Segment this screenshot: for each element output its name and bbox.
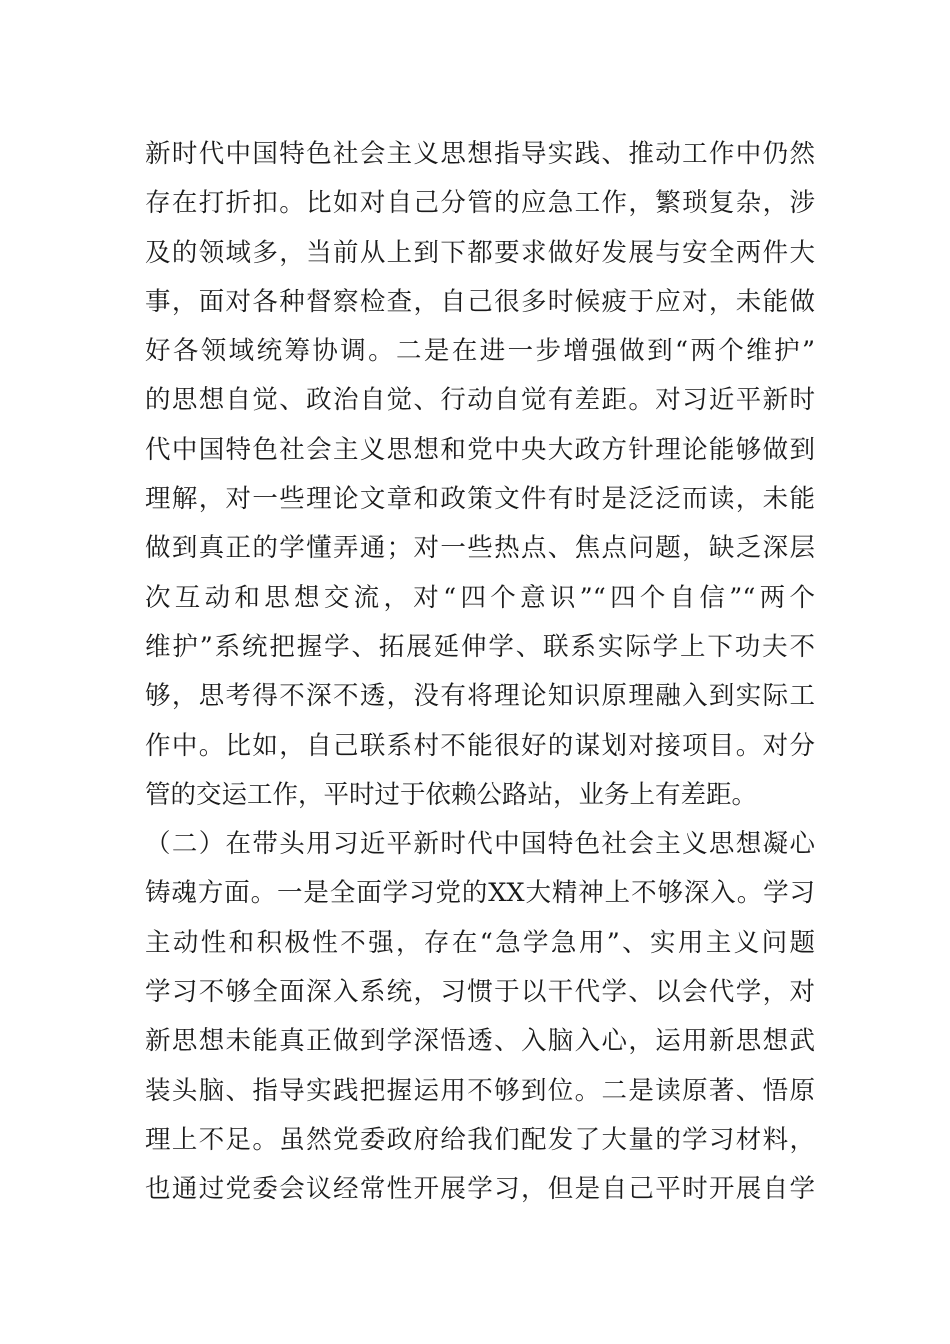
text-line-8: 理解，对一些理论文章和政策文件有时是泛泛而读，未能 [145, 484, 815, 515]
text-line-6: 的思想自觉、政治自觉、行动自觉有差距。对习近平新时 [145, 385, 815, 416]
text-line-22: 也通过党委会议经常性开展学习，但是自己平时开展自学 [145, 1174, 815, 1205]
text-line-11: 维护”系统把握学、拓展延伸学、联系实际学上下功夫不 [145, 631, 815, 662]
text-line-16: 铸魂方面。一是全面学习党的XX大精神上不够深入。学习 [145, 878, 815, 909]
text-line-18: 学习不够全面深入系统，习惯于以干代学、以会代学，对 [145, 977, 815, 1008]
text-line-19: 新思想未能真正做到学深悟透、入脑入心，运用新思想武 [145, 1026, 815, 1057]
text-line-2: 存在打折扣。比如对自己分管的应急工作，繁琐复杂，涉 [145, 188, 815, 219]
text-line-14: 管的交运工作，平时过于依赖公路站，业务上有差距。 [145, 779, 758, 810]
text-line-20: 装头脑、指导实践把握运用不够到位。二是读原著、悟原 [145, 1075, 815, 1106]
text-line-17: 主动性和积极性不强，存在“急学急用”、实用主义问题 [145, 927, 815, 958]
text-line-1: 新时代中国特色社会主义思想指导实践、推动工作中仍然 [145, 139, 815, 169]
text-line-3: 及的领域多，当前从上到下都要求做好发展与安全两件大 [145, 237, 815, 268]
text-line-7: 代中国特色社会主义思想和党中央大政方针理论能够做到 [145, 434, 815, 465]
text-line-15: （二）在带头用习近平新时代中国特色社会主义思想凝心 [145, 829, 815, 860]
text-line-4: 事，面对各种督察检查，自己很多时候疲于应对，未能做 [145, 286, 815, 317]
text-line-9: 做到真正的学懂弄通；对一些热点、焦点问题，缺乏深层 [145, 533, 815, 564]
text-line-12: 够，思考得不深不透，没有将理论知识原理融入到实际工 [145, 681, 815, 712]
text-line-13: 作中。比如，自己联系村不能很好的谋划对接项目。对分 [145, 730, 815, 761]
text-line-10: 次互动和思想交流，对“四个意识”“四个自信”“两个 [145, 582, 815, 613]
text-line-5: 好各领域统筹协调。二是在进一步增强做到“两个维护” [145, 336, 815, 367]
text-line-21: 理上不足。虽然党委政府给我们配发了大量的学习材料， [145, 1124, 815, 1155]
body-text [145, 130, 815, 1215]
